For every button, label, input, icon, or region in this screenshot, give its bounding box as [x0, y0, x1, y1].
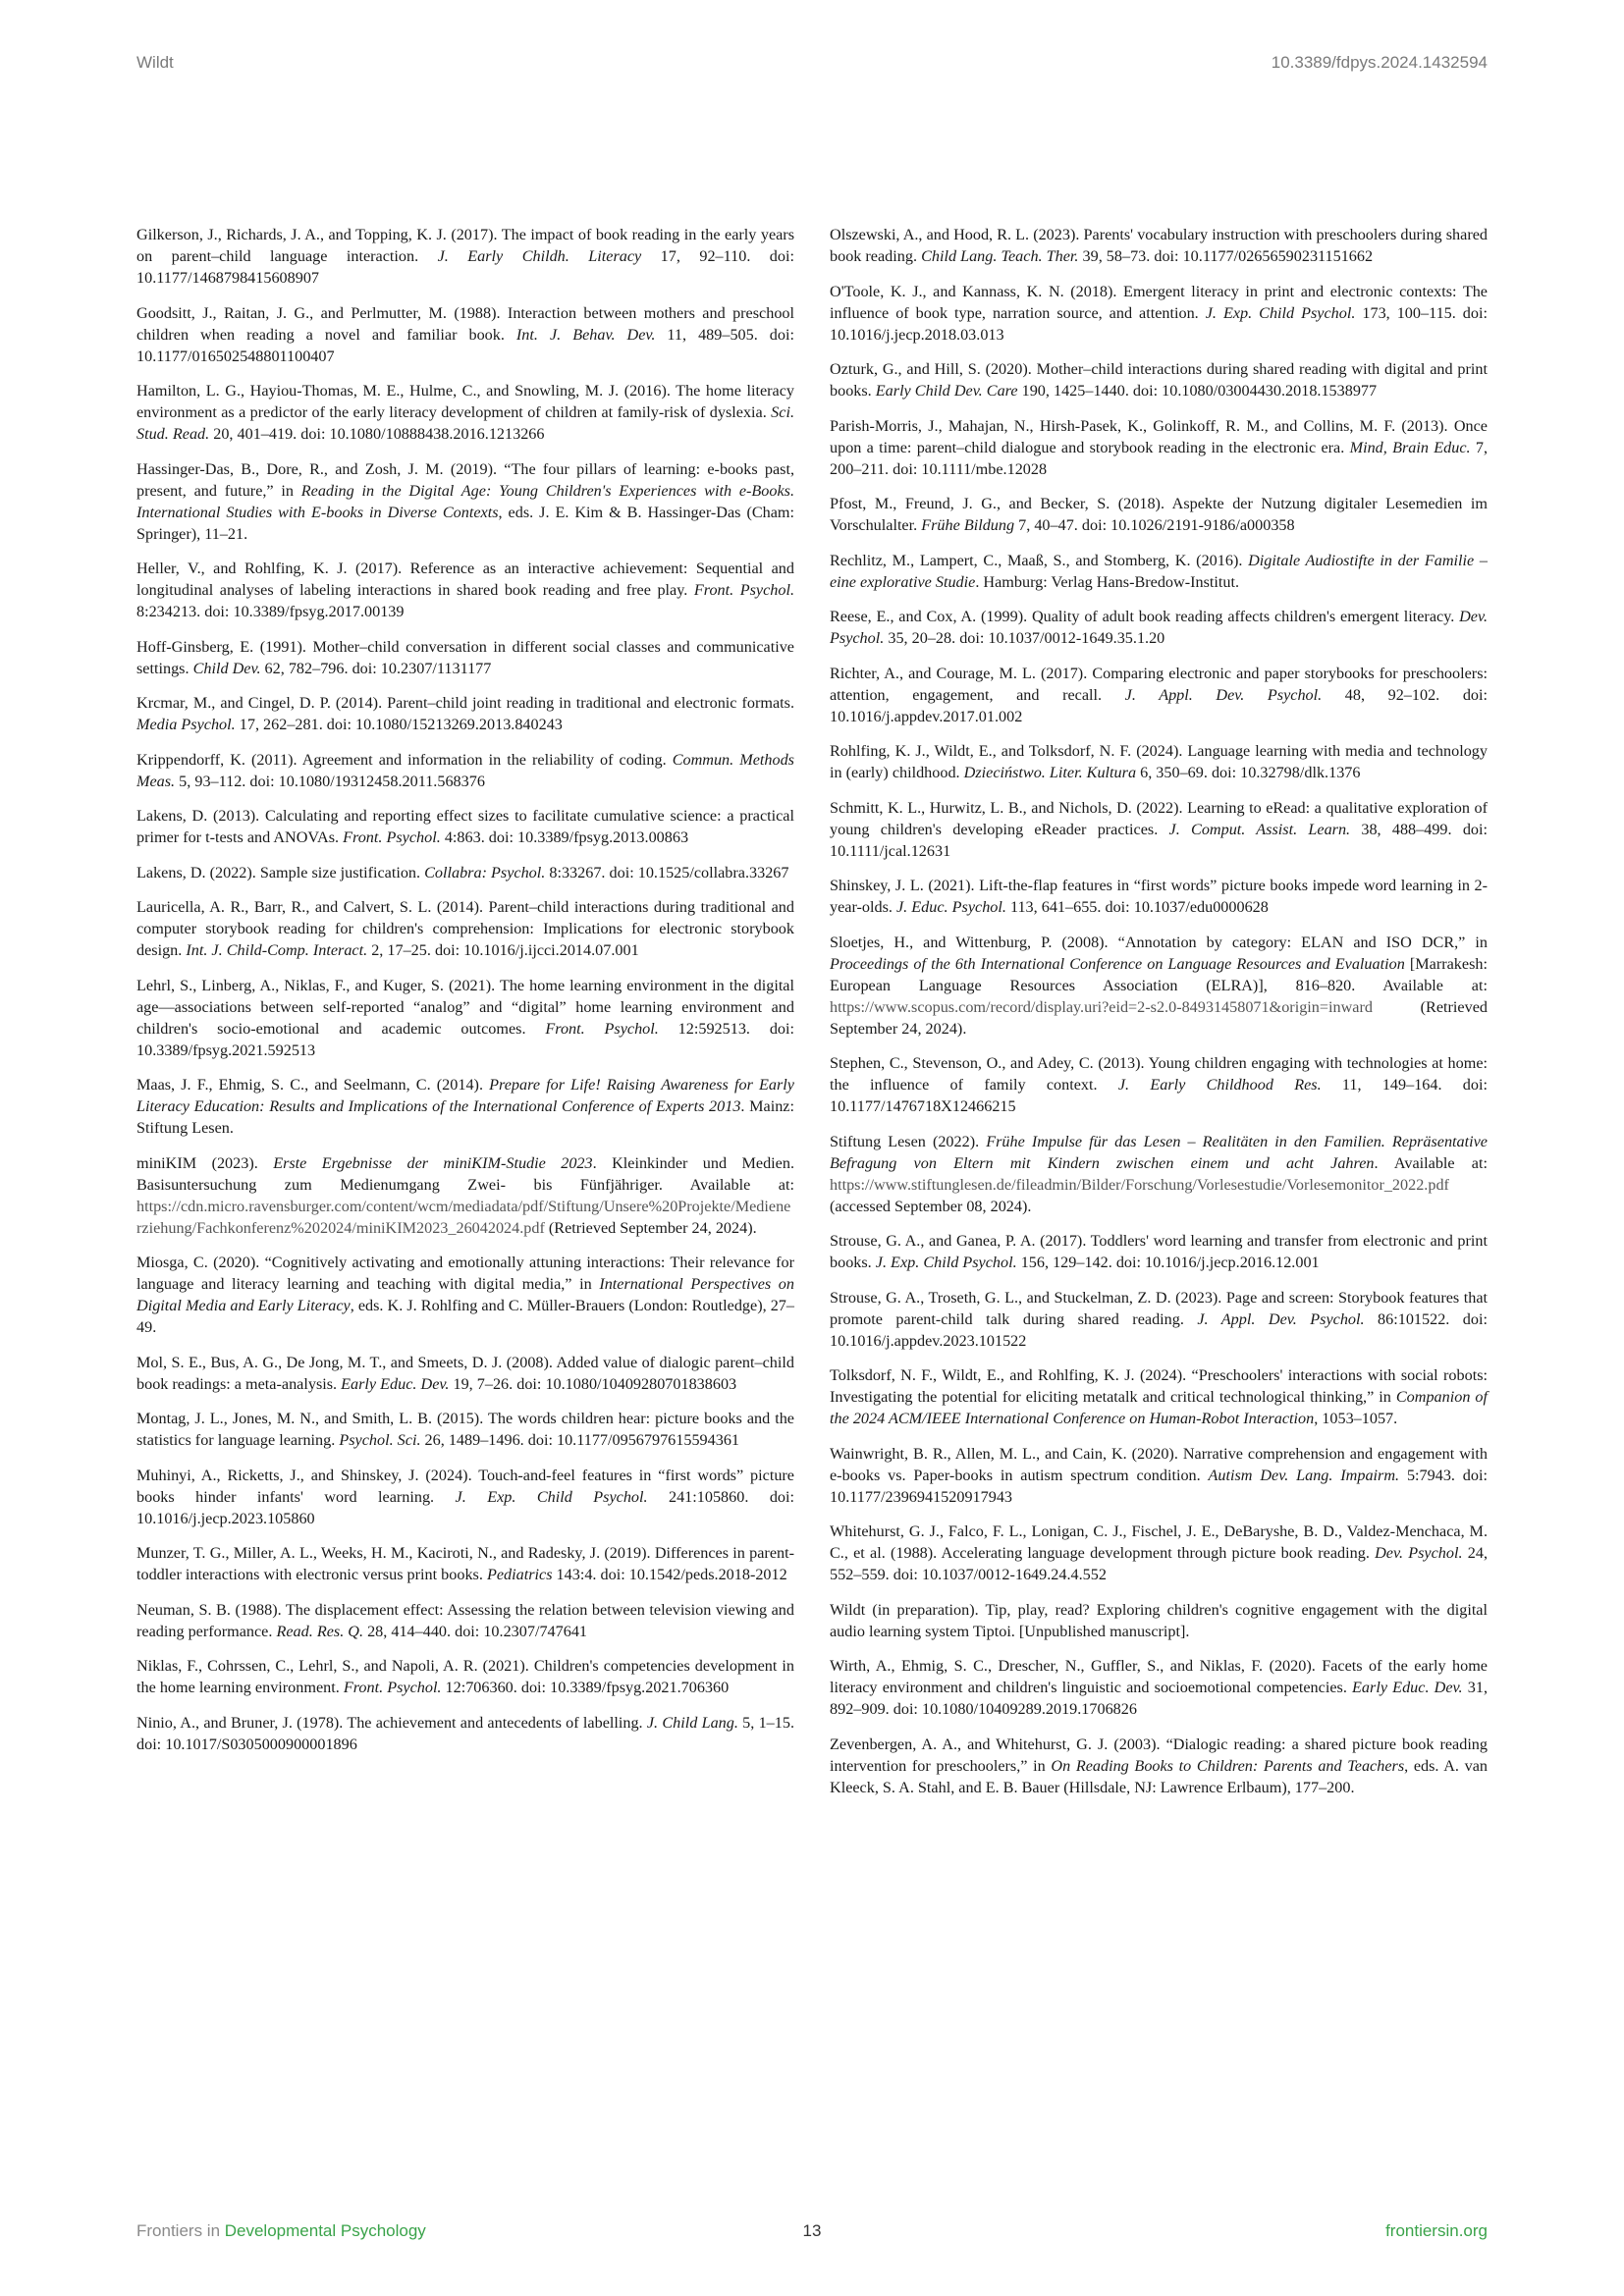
reference-text: 7, 40–47. doi: 10.1026/2191-9186/a000358 — [1014, 516, 1295, 534]
references-column-left — [136, 224, 794, 1811]
reference-url-link[interactable]: https://www.stiftunglesen.de/fileadmin/Bilder/Forschung/Vorlesestudie/Vorlesemonitor_2022.pdf — [830, 1175, 1449, 1194]
reference-entry — [136, 896, 794, 961]
reference-source-title: On Reading Books to Children: Parents and Teachers — [1051, 1756, 1405, 1775]
reference-entry — [136, 805, 794, 848]
reference-text: Heller, V., and Rohlfing, K. J. (2017). Reference as an interactive achievement: Sequential and longitudinal analyses of labeling interactions in shared book reading and free play. — [136, 560, 794, 599]
running-header-author: Wildt — [136, 53, 174, 72]
reference-text: 20, 401–419. doi: 10.1080/10888438.2016.1213266 — [209, 425, 545, 443]
reference-text: Lakens, D. (2022). Sample size justification. — [136, 863, 425, 881]
reference-text: Montag, J. L., Jones, M. N., and Smith, L. B. (2015). The words children hear: picture books and the statistics for language learning. — [136, 1410, 794, 1449]
reference-entry — [830, 1131, 1488, 1217]
reference-entry — [136, 749, 794, 792]
reference-text: 5, 93–112. doi: 10.1080/19312458.2011.568376 — [175, 772, 485, 790]
reference-text: Ninio, A., and Bruner, J. (1978). The achievement and antecedents of labelling. — [136, 1713, 647, 1732]
reference-entry — [136, 302, 794, 367]
reference-text: Stiftung Lesen (2022). — [830, 1132, 987, 1150]
reference-entry — [136, 636, 794, 679]
reference-source-title: Front. Psychol. — [545, 1019, 659, 1038]
reference-source-title: Media Psychol. — [136, 716, 236, 733]
reference-text: O'Toole, K. J., and Kannass, K. N. (2018). Emergent literacy in print and electronic contexts: The influence of book type, narration source, and attention. — [830, 282, 1488, 322]
reference-text: Hoff-Ginsberg, E. (1991). Mother–child conversation in different social classes and communicative settings. — [136, 637, 794, 677]
reference-source-title: J. Exp. Child Psychol. — [455, 1487, 648, 1506]
reference-text: Wainwright, B. R., Allen, M. L., and Cain, K. (2020). Narrative comprehension and engagement with e-books vs. Paper-books in autism spectrum condition. — [830, 1444, 1488, 1484]
reference-text: Hamilton, L. G., Hayiou-Thomas, M. E., Hulme, C., and Snowling, M. J. (2016). The home literacy environment as a predictor of the early literacy development of children at family-risk of dyslexia. — [136, 382, 794, 421]
reference-source-title: Early Educ. Dev. — [341, 1374, 450, 1393]
reference-entry — [136, 458, 794, 545]
reference-text: 8:33267. doi: 10.1525/collabra.33267 — [545, 863, 789, 881]
reference-text: Stephen, C., Stevenson, O., and Adey, C. (2013). Young children engaging with technologies at home: the influence of family context. — [830, 1054, 1488, 1094]
reference-entry — [830, 1443, 1488, 1508]
reference-text: Sloetjes, H., and Wittenburg, P. (2008). “Annotation by category: ELAN and ISO DCR,” in — [830, 933, 1488, 951]
reference-source-title: Proceedings of the 6th International Conference on Language Resources and Evaluation — [830, 954, 1405, 973]
reference-text: [Marrakesh: European Language Resources Association (ELRA)], 816–820. Available at: — [830, 954, 1488, 994]
reference-text: 241:105860. doi: 10.1016/j.jecp.2023.105860 — [136, 1487, 795, 1527]
reference-source-title: Int. J. Behav. Dev. — [515, 325, 656, 344]
reference-text: Rohlfing, K. J., Wildt, E., and Tolksdorf, N. F. (2024). Language learning with media and technology in (early) childhood. — [830, 742, 1488, 781]
reference-text: 2, 17–25. doi: 10.1016/j.ijcci.2014.07.001 — [367, 941, 639, 959]
reference-entry — [830, 932, 1488, 1040]
reference-text: 11, 149–164. doi: 10.1177/1476718X12466215 — [830, 1076, 1488, 1115]
reference-text: Wirth, A., Ehmig, S. C., Drescher, N., Guffler, S., and Niklas, F. (2020). Facets of the early home literacy environment and children's linguistic and socioemotional competencies. — [830, 1657, 1488, 1696]
reference-source-title: J. Early Childh. Literacy — [437, 247, 642, 265]
reference-text: Schmitt, K. L., Hurwitz, L. B., and Nichols, D. (2022). Learning to eRead: a qualitative exploration of young children's developing eReader practices. — [830, 798, 1488, 838]
reference-text: 38, 488–499. doi: 10.1111/jcal.12631 — [830, 820, 1489, 860]
reference-entry — [830, 797, 1488, 862]
reference-text: 8:234213. doi: 10.3389/fpsyg.2017.00139 — [136, 603, 405, 620]
reference-source-title: Mind, Brain Educ. — [1349, 438, 1471, 456]
reference-source-title: Dzieciństwo. Liter. Kultura — [963, 764, 1137, 781]
reference-text: Pfost, M., Freund, J. G., and Becker, S. (2018). Aspekte der Nutzung digitaler Lesemedien im Vorschulalter. — [830, 495, 1488, 534]
reference-entry — [830, 493, 1488, 536]
reference-entry — [136, 1712, 794, 1755]
reference-text: . Available at: — [1374, 1153, 1488, 1172]
running-header-doi[interactable]: 10.3389/fdpys.2024.1432594 — [1271, 53, 1488, 72]
reference-text: Krcmar, M., and Cingel, D. P. (2014). Parent–child joint reading in traditional and electronic formats. — [136, 694, 794, 712]
reference-text: Wildt (in preparation). Tip, play, read? Exploring children's cognitive engagement with the digital audio learning system Tiptoi. [Unpublished manuscript]. — [830, 1600, 1488, 1640]
reference-source-title: Psychol. Sci. — [339, 1431, 421, 1449]
reference-text: Lakens, D. (2013). Calculating and reporting effect sizes to facilitate cumulative science: a practical primer for t-tests and ANOVAs. — [136, 807, 794, 846]
footer-journal-prefix: Frontiers in — [136, 2221, 225, 2240]
reference-text: Maas, J. F., Ehmig, S. C., and Seelmann, C. (2014). — [136, 1076, 490, 1094]
reference-source-title: J. Appl. Dev. Psychol. — [1197, 1309, 1365, 1328]
reference-source-title: Dev. Psychol. — [1375, 1544, 1463, 1562]
reference-text: Mol, S. E., Bus, A. G., De Jong, M. T., and Smeets, D. J. (2008). Added value of dialogic parent–child book readings: a meta-analysis. — [136, 1353, 794, 1393]
running-header — [136, 53, 1488, 73]
reference-source-title: J. Exp. Child Psychol. — [1205, 303, 1356, 322]
reference-text: Reese, E., and Cox, A. (1999). Quality of adult book reading affects children's emergent literacy. — [830, 608, 1460, 625]
reference-source-title: J. Educ. Psychol. — [896, 898, 1006, 916]
reference-text: Parish-Morris, J., Mahajan, N., Hirsh-Pasek, K., Golinkoff, R. M., and Collins, M. F. (2013). Once upon a time: parent–child dialogue and storybook reading in the electronic era. — [830, 416, 1488, 456]
references-column-right — [830, 224, 1488, 1811]
reference-text: 17, 92–110. doi: 10.1177/1468798415608907 — [136, 247, 794, 287]
reference-source-title: Front. Psychol. — [693, 581, 795, 599]
reference-text: (accessed September 08, 2024). — [830, 1197, 1032, 1215]
reference-text: Ozturk, G., and Hill, S. (2020). Mother–child interactions during shared reading with digital and print books. — [830, 360, 1488, 400]
reference-entry — [830, 1734, 1488, 1798]
reference-source-title: Front. Psychol. — [343, 1679, 442, 1696]
reference-entry — [136, 862, 794, 883]
reference-source-title: Early Child Dev. Care — [875, 382, 1018, 400]
reference-text: . Kleinkinder und Medien. Basisuntersuchung zum Medienumgang Zwei- bis Fünfjähriger. Available at: — [136, 1153, 794, 1194]
reference-text: 12:706360. doi: 10.3389/fpsyg.2021.706360 — [441, 1679, 730, 1696]
reference-entry — [136, 1465, 794, 1529]
reference-source-title: Read. Res. Q. — [276, 1622, 364, 1640]
reference-text: 113, 641–655. doi: 10.1037/edu0000628 — [1005, 898, 1269, 916]
reference-text: Shinskey, J. L. (2021). Lift-the-flap features in “first words” picture books impede word learning in 2-year-olds. — [830, 877, 1488, 916]
reference-source-title: Collabra: Psychol. — [424, 863, 546, 881]
reference-source-title: Reading in the Digital Age: Young Children's Experiences with e-Books. International Studies with E-books in Diverse Contexts — [136, 481, 795, 521]
reference-text: 48, 92–102. doi: 10.1016/j.appdev.2017.01.002 — [830, 685, 1489, 725]
reference-text: 156, 129–142. doi: 10.1016/j.jecp.2016.12.001 — [1016, 1254, 1320, 1271]
reference-entry — [830, 740, 1488, 783]
reference-entry — [136, 1655, 794, 1698]
reference-text: . Hamburg: Verlag Hans-Bredow-Institut. — [975, 572, 1240, 591]
reference-text: 28, 414–440. doi: 10.2307/747641 — [363, 1622, 588, 1640]
reference-text: Strouse, G. A., and Ganea, P. A. (2017). Toddlers' word learning and transfer from electronic and print books. — [830, 1232, 1488, 1271]
reference-text: 17, 262–281. doi: 10.1080/15213269.2013.840243 — [235, 716, 563, 733]
reference-text: miniKIM (2023). — [136, 1153, 274, 1172]
reference-entry — [830, 663, 1488, 727]
reference-source-title: Digitale Audiostifte in der Familie – eine explorative Studie — [830, 551, 1488, 591]
reference-text: , eds. A. van Kleeck, S. A. Stahl, and E. B. Bauer (Hillsdale, NJ: Lawrence Erlbaum), 177–200. — [830, 1756, 1488, 1796]
reference-text: 35, 20–28. doi: 10.1037/0012-1649.35.1.20 — [884, 629, 1165, 647]
reference-text: Lauricella, A. R., Barr, R., and Calvert, S. L. (2014). Parent–child interactions during traditional and computer storybook reading for children's comprehension: Implications for electronic storybook design. — [136, 898, 794, 959]
reference-source-title: Erste Ergebnisse der miniKIM-Studie 2023 — [273, 1153, 593, 1172]
reference-text: Goodsitt, J., Raitan, J. G., and Perlmutter, M. (1988). Interaction between mothers and preschool children when reading a novel and familiar book. — [136, 303, 794, 344]
reference-source-title: International Perspectives on Digital Media and Early Literacy — [136, 1275, 794, 1314]
reference-entry — [136, 692, 794, 735]
reference-source-title: Front. Psychol. — [343, 828, 441, 846]
footer-site-link[interactable]: frontiersin.org — [1385, 2221, 1488, 2240]
reference-text: 6, 350–69. doi: 10.32798/dlk.1376 — [1136, 764, 1361, 781]
reference-source-title: Autism Dev. Lang. Impairm. — [1208, 1466, 1400, 1484]
reference-text: , 1053–1057. — [1314, 1410, 1398, 1427]
reference-text: Strouse, G. A., Troseth, G. L., and Stuckelman, Z. D. (2023). Page and screen: Storybook features that promote parent-child talk during shared reading. — [830, 1288, 1488, 1328]
reference-text: 143:4. doi: 10.1542/peds.2018-2012 — [552, 1566, 787, 1583]
reference-source-title: J. Early Childhood Res. — [1117, 1076, 1322, 1094]
reference-entry — [136, 1252, 794, 1338]
reference-entry — [830, 1287, 1488, 1352]
reference-text: (Retrieved September 24, 2024). — [830, 997, 1488, 1038]
reference-entry — [136, 558, 794, 622]
reference-text: Olszewski, A., and Hood, R. L. (2023). Parents' vocabulary instruction with preschoolers during shared book reading. — [830, 226, 1488, 265]
reference-text: (Retrieved September 24, 2024). — [544, 1218, 757, 1237]
reference-entry — [136, 1352, 794, 1395]
reference-entry — [830, 1230, 1488, 1273]
reference-text: 173, 100–115. doi: 10.1016/j.jecp.2018.03.013 — [830, 303, 1488, 344]
reference-entry — [830, 358, 1488, 401]
reference-text: 26, 1489–1496. doi: 10.1177/0956797615594361 — [420, 1431, 740, 1449]
reference-text: 5, 1–15. doi: 10.1017/S0305000900001896 — [136, 1713, 794, 1753]
reference-text: 190, 1425–1440. doi: 10.1080/03004430.2018.1538977 — [1017, 382, 1378, 400]
reference-text: Krippendorff, K. (2011). Agreement and information in the reliability of coding. — [136, 750, 673, 769]
reference-entry — [136, 1152, 794, 1239]
reference-text: , eds. J. E. Kim & B. Hassinger-Das (Cham: Springer), 11–21. — [136, 503, 794, 543]
reference-entry — [830, 875, 1488, 918]
reference-entry — [830, 550, 1488, 593]
reference-text: 4:863. doi: 10.3389/fpsyg.2013.00863 — [440, 828, 689, 846]
reference-entry — [830, 1599, 1488, 1642]
reference-url-link[interactable]: https://cdn.micro.ravensburger.com/content/wcm/mediadata/pdf/Stiftung/Unsere%20Projekte/Medienerziehung/Fachkonferenz%202024/miniKIM2023_26042024.pdf — [136, 1197, 791, 1237]
reference-source-title: J. Exp. Child Psychol. — [875, 1254, 1017, 1271]
reference-text: 62, 782–796. doi: 10.2307/1131177 — [260, 659, 492, 677]
reference-text: 24, 552–559. doi: 10.1037/0012-1649.24.4.552 — [830, 1544, 1488, 1583]
reference-text: 39, 58–73. doi: 10.1177/02656590231151662 — [1078, 247, 1374, 265]
reference-text: Miosga, C. (2020). “Cognitively activating and emotionally attuning interactions: Their relevance for language and literacy learning and teaching with digital media,” in — [136, 1254, 794, 1293]
reference-entry — [830, 415, 1488, 480]
page-number: 13 — [802, 2221, 822, 2240]
reference-source-title: Frühe Bildung — [921, 516, 1015, 534]
reference-text: 19, 7–26. doi: 10.1080/10409280701838603 — [449, 1374, 737, 1393]
reference-entry — [136, 1599, 794, 1642]
reference-entry — [136, 380, 794, 445]
reference-source-title: Companion of the 2024 ACM/IEEE International Conference on Human-Robot Interaction — [830, 1388, 1488, 1427]
reference-text: Muhinyi, A., Ricketts, J., and Shinskey, J. (2024). Touch-and-feel features in “first words” picture books hinder infants' word learning. — [136, 1466, 794, 1506]
reference-entry — [830, 224, 1488, 267]
reference-source-title: Commun. Methods Meas. — [136, 750, 794, 790]
reference-source-title: Sci. Stud. Read. — [136, 403, 794, 443]
reference-text: Munzer, T. G., Miller, A. L., Weeks, H. M., Kaciroti, N., and Radesky, J. (2019). Differences in parent-toddler interactions with electronic versus print books. — [136, 1544, 794, 1583]
reference-text: 12:592513. doi: 10.3389/fpsyg.2021.592513 — [136, 1019, 795, 1059]
reference-source-title: J. Comput. Assist. Learn. — [1168, 820, 1351, 838]
reference-entry — [136, 975, 794, 1061]
reference-source-title: Prepare for Life! Raising Awareness for Early Literacy Education: Results and Implications of the International Conference of Experts 2013 — [136, 1076, 794, 1115]
reference-source-title: Child Dev. — [192, 659, 261, 677]
page-footer — [136, 2221, 1488, 2245]
reference-entry — [830, 606, 1488, 649]
references-columns — [136, 224, 1488, 1811]
reference-entry — [830, 1364, 1488, 1429]
reference-text: Lehrl, S., Linberg, A., Niklas, F., and Kuger, S. (2021). The home learning environment in the digital age—associations between self-reported “analog” and “digital” home learning environment and children's socio-emotional and academic outcomes. — [136, 976, 794, 1038]
reference-text: Rechlitz, M., Lampert, C., Maaß, S., and Stomberg, K. (2016). — [830, 551, 1249, 569]
reference-entry — [830, 1655, 1488, 1720]
reference-text: Gilkerson, J., Richards, J. A., and Topping, K. J. (2017). The impact of book reading in the early years on parent–child language interaction. — [136, 226, 794, 265]
reference-source-title: Pediatrics — [486, 1566, 553, 1583]
reference-source-title: Dev. Psychol. — [830, 608, 1488, 647]
reference-text: 5:7943. doi: 10.1177/2396941520917943 — [830, 1466, 1488, 1506]
reference-text: Whitehurst, G. J., Falco, F. L., Lonigan, C. J., Fischel, J. E., DeBaryshe, B. D., Valdez-Menchaca, M. C., et al. (1988). Accelerating language development through picture book reading. — [830, 1522, 1488, 1562]
reference-text: Hassinger-Das, B., Dore, R., and Zosh, J. M. (2019). “The four pillars of learning: e-books past, present, and future,” in — [136, 459, 794, 500]
reference-url-link[interactable]: https://www.scopus.com/record/display.uri?eid=2-s2.0-84931458071&origin=inward — [830, 997, 1373, 1016]
reference-entry — [136, 1074, 794, 1139]
footer-journal-name: Developmental Psychology — [224, 2221, 426, 2240]
reference-text: 11, 489–505. doi: 10.1177/016502548801100407 — [136, 325, 794, 365]
reference-entry — [830, 1052, 1488, 1117]
reference-source-title: Frühe Impulse für das Lesen – Realitäten in den Familien. Repräsentative Befragung von Eltern mit Kindern zwischen einem und acht Jahren — [830, 1132, 1488, 1172]
reference-text: 31, 892–909. doi: 10.1080/10409289.2019.1706826 — [830, 1679, 1488, 1718]
reference-entry — [830, 281, 1488, 346]
reference-text: Neuman, S. B. (1988). The displacement effect: Assessing the relation between television viewing and reading performance. — [136, 1600, 794, 1640]
reference-source-title: Child Lang. Teach. Ther. — [921, 247, 1079, 265]
reference-entry — [136, 1542, 794, 1585]
reference-text: Niklas, F., Cohrssen, C., Lehrl, S., and Napoli, A. R. (2021). Children's competencies development in the home learning environment. — [136, 1657, 794, 1696]
reference-text: Tolksdorf, N. F., Wildt, E., and Rohlfing, K. J. (2024). “Preschoolers' interactions with social robots: Investigating the potential for eliciting metatalk and critical technological thinking,” in — [830, 1366, 1488, 1406]
reference-text: 7, 200–211. doi: 10.1111/mbe.12028 — [830, 438, 1489, 478]
reference-text: . Mainz: Stiftung Lesen. — [136, 1097, 794, 1137]
reference-entry — [136, 224, 794, 289]
reference-entry — [830, 1521, 1488, 1585]
reference-source-title: J. Appl. Dev. Psychol. — [1124, 685, 1323, 704]
reference-source-title: Int. J. Child-Comp. Interact. — [186, 941, 368, 959]
reference-text: Zevenbergen, A. A., and Whitehurst, G. J. (2003). “Dialogic reading: a shared picture book reading intervention for preschoolers,” in — [830, 1735, 1488, 1775]
reference-text: 86:101522. doi: 10.1016/j.appdev.2023.101522 — [830, 1309, 1488, 1350]
reference-text: , eds. K. J. Rohlfing and C. Müller-Brauers (London: Routledge), 27–49. — [136, 1297, 794, 1336]
reference-source-title: Early Educ. Dev. — [1352, 1679, 1463, 1696]
reference-entry — [136, 1408, 794, 1451]
reference-text: Richter, A., and Courage, M. L. (2017). Comparing electronic and paper storybooks for preschoolers: attention, engagement, and recall. — [830, 664, 1488, 704]
reference-source-title: J. Child Lang. — [646, 1713, 738, 1732]
